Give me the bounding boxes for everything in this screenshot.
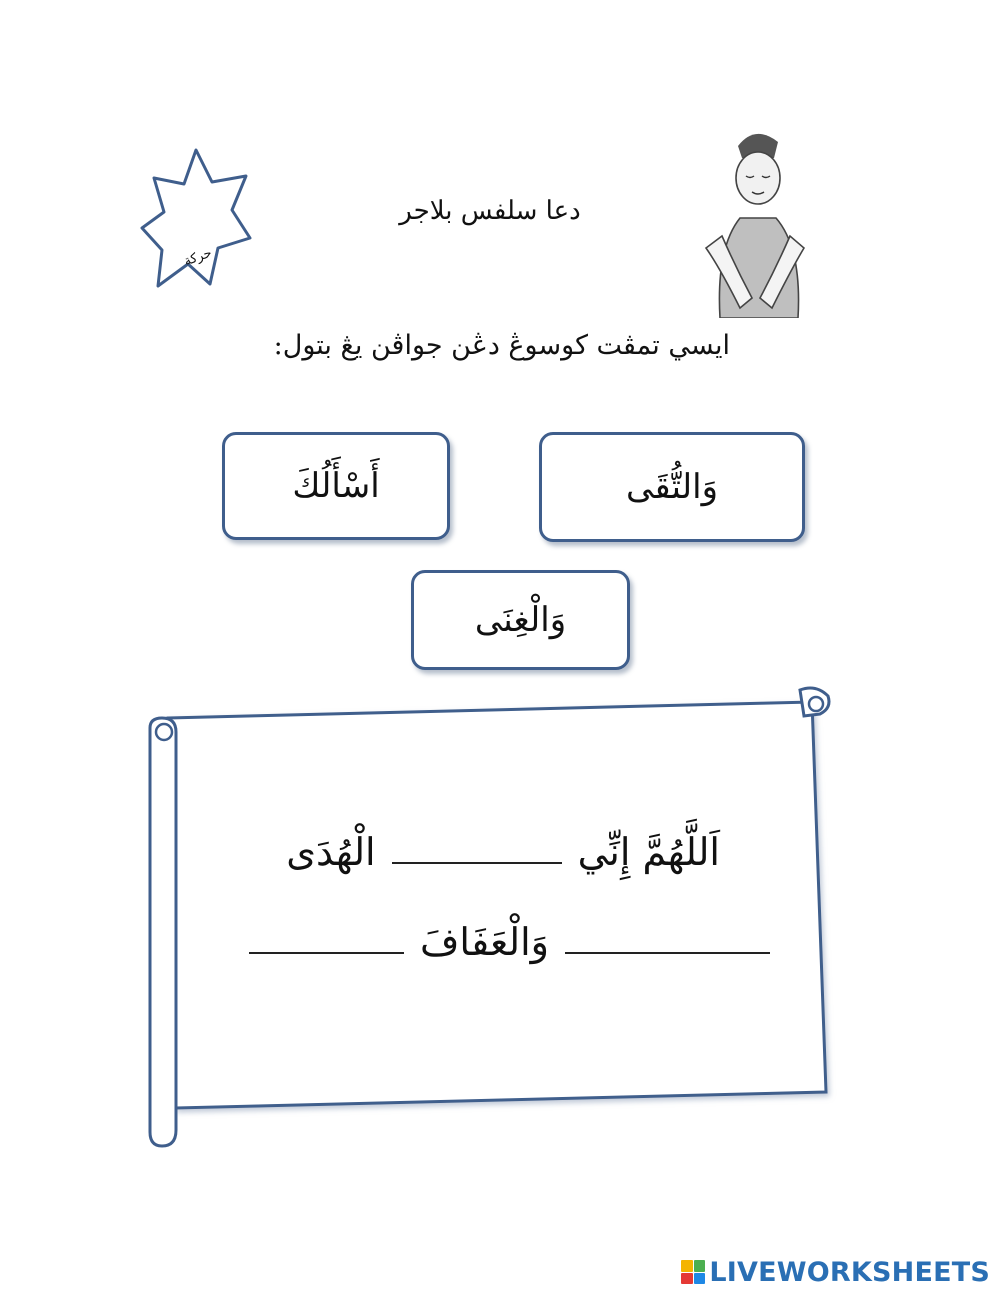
liveworksheets-logo-icon [681, 1260, 705, 1284]
prayer-scroll [140, 680, 850, 1150]
word-option-walghina[interactable]: وَالْغِنَى [411, 570, 630, 670]
prayer-line-1 [286, 830, 720, 874]
logo-square [681, 1260, 693, 1272]
answer-blank-2[interactable] [565, 942, 770, 954]
instruction-text: ايسي تمڤت كوسوڠ دڠن جواڤن يڠ بتول: [273, 330, 730, 361]
praying-boy-illustration [700, 118, 810, 318]
brand-name: LIVEWORKSHEETS [709, 1256, 990, 1288]
scroll-frame-icon [140, 680, 850, 1150]
prayer-line-2 [249, 920, 770, 964]
logo-square [681, 1273, 693, 1285]
star-badge [138, 146, 254, 306]
answer-blank-1[interactable] [392, 852, 562, 864]
logo-square [694, 1273, 706, 1285]
liveworksheets-brand[interactable] [681, 1257, 990, 1287]
logo-square [694, 1260, 706, 1272]
prayer-text-alhuda: الْهُدَى [286, 830, 376, 874]
prayer-text-walafaf: وَالْعَفَافَ [419, 920, 549, 964]
badge-text: حركة [182, 245, 214, 270]
prayer-text-allahumma: اَللَّهُمَّ إِنِّي [577, 830, 720, 874]
word-option-asaluka[interactable]: أَسْأَلُكَ [222, 432, 450, 540]
praying-boy-icon [700, 118, 810, 318]
answer-blank-3[interactable] [249, 942, 404, 954]
star-icon [138, 146, 254, 306]
word-option-wattuqa[interactable]: وَالتُّقَى [539, 432, 805, 542]
page-title: دعا سلفس بلاجر [399, 196, 581, 226]
